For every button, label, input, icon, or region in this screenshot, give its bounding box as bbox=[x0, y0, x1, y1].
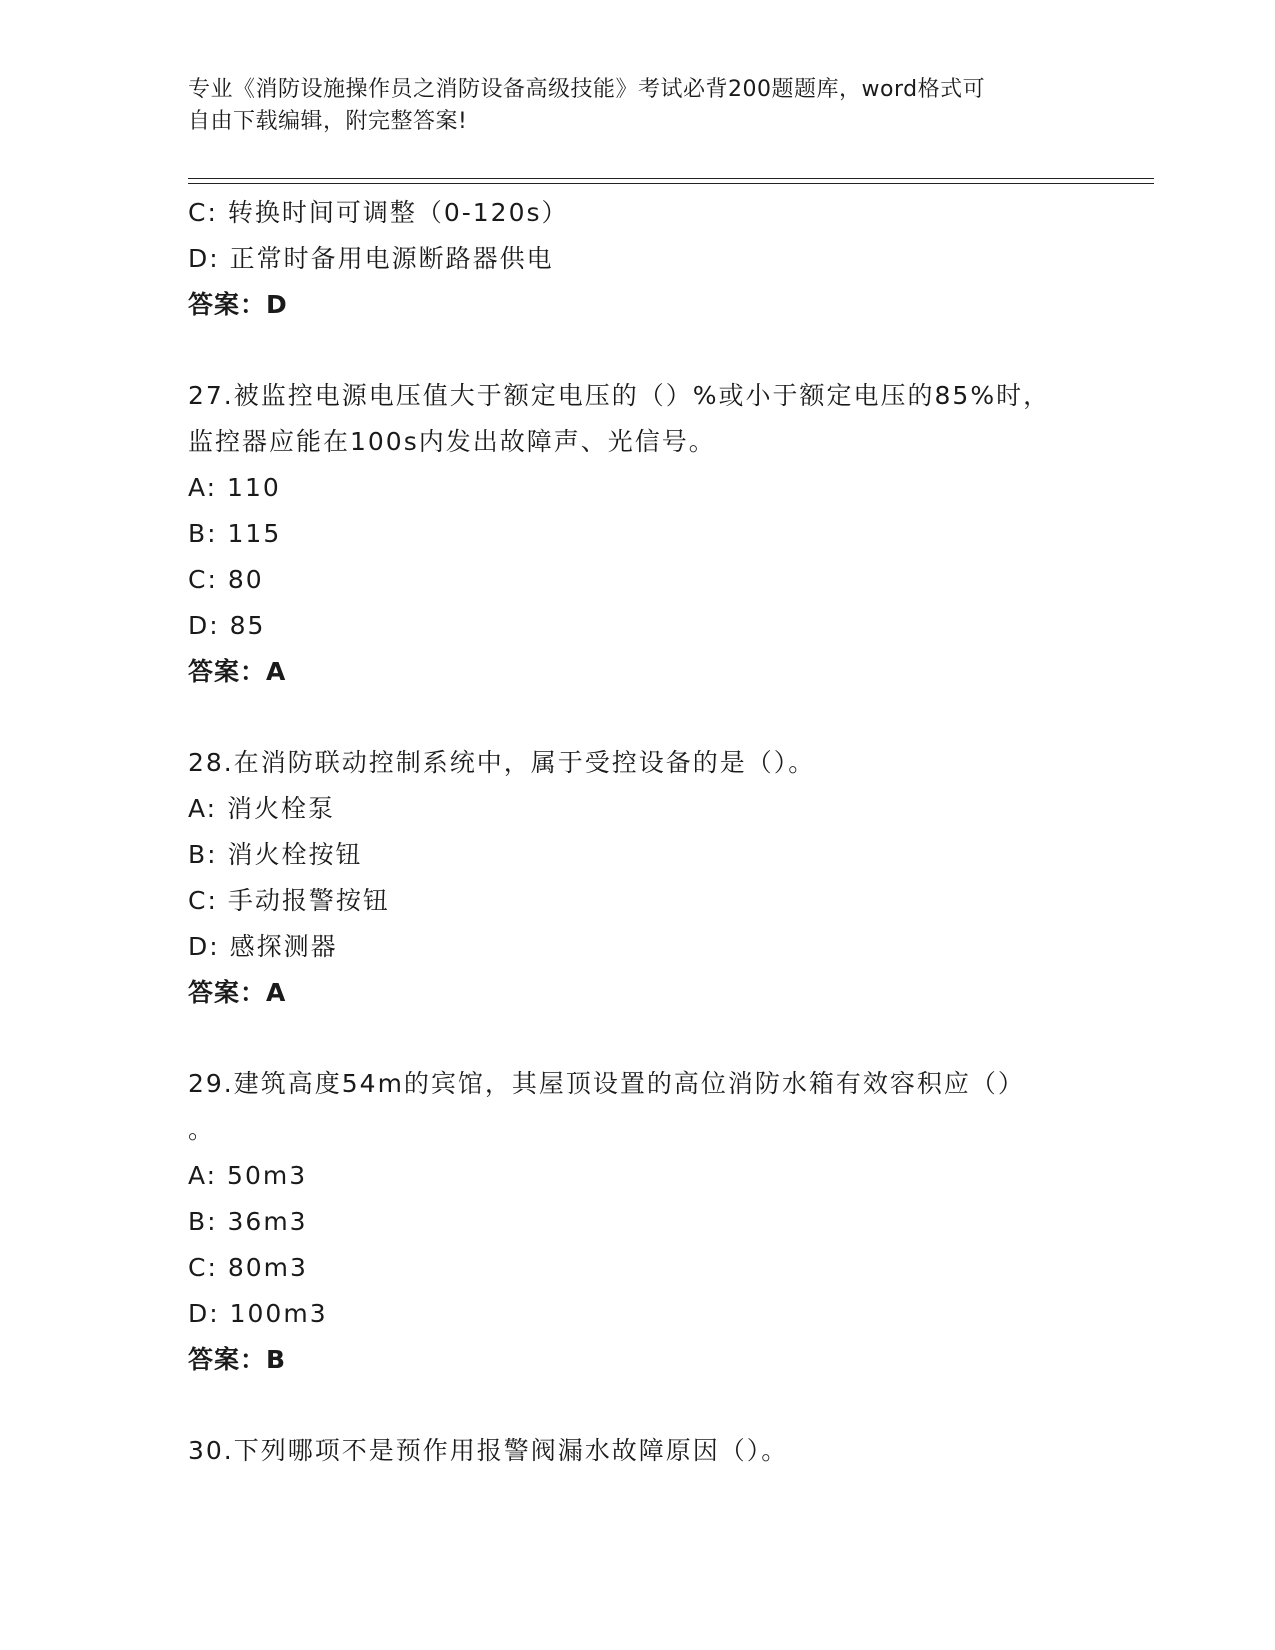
spacer bbox=[188, 695, 1154, 740]
option-c: C: 手动报警按钮 bbox=[188, 886, 390, 915]
question-stem: 。 bbox=[188, 1115, 216, 1144]
option-a: A: 110 bbox=[188, 473, 281, 502]
option-d: D: 感探测器 bbox=[188, 932, 338, 961]
answer-line: 答案：B bbox=[188, 1345, 287, 1374]
option-d: D: 正常时备用电源断路器供电 bbox=[188, 244, 554, 273]
answer-line: 答案：A bbox=[188, 978, 287, 1007]
option-c: C: 80m3 bbox=[188, 1253, 308, 1282]
document-header bbox=[188, 74, 1088, 138]
question-stem: 监控器应能在100s内发出故障声、光信号。 bbox=[188, 427, 716, 456]
question-27 bbox=[188, 373, 1154, 695]
answer-line: 答案：A bbox=[188, 657, 287, 686]
header-divider-top bbox=[188, 178, 1154, 179]
question-26-tail bbox=[188, 190, 1154, 328]
spacer bbox=[188, 1383, 1154, 1428]
header-line-1: 专业《消防设施操作员之消防设备高级技能》考试必背200题题库，word格式可 bbox=[188, 77, 986, 102]
header-line-2: 自由下载编辑，附完整答案! bbox=[188, 109, 468, 134]
option-d: D: 100m3 bbox=[188, 1299, 328, 1328]
header-divider-bottom bbox=[188, 183, 1154, 184]
option-c: C: 转换时间可调整（0-120s） bbox=[188, 198, 569, 227]
option-a: A: 50m3 bbox=[188, 1161, 308, 1190]
spacer bbox=[188, 328, 1154, 373]
question-stem: 30.下列哪项不是预作用报警阀漏水故障原因（）。 bbox=[188, 1436, 789, 1465]
spacer bbox=[188, 1016, 1154, 1061]
option-d: D: 85 bbox=[188, 611, 266, 640]
answer-line: 答案：D bbox=[188, 290, 288, 319]
document-body bbox=[188, 190, 1154, 1474]
question-stem: 27.被监控电源电压值大于额定电压的（）%或小于额定电压的85%时， bbox=[188, 381, 1051, 410]
question-29 bbox=[188, 1061, 1154, 1383]
option-a: A: 消火栓泵 bbox=[188, 794, 336, 823]
question-stem: 29.建筑高度54m的宾馆，其屋顶设置的高位消防水箱有效容积应（） bbox=[188, 1069, 1025, 1098]
option-b: B: 消火栓按钮 bbox=[188, 840, 363, 869]
option-b: B: 36m3 bbox=[188, 1207, 308, 1236]
question-28 bbox=[188, 740, 1154, 1016]
option-c: C: 80 bbox=[188, 565, 264, 594]
question-30 bbox=[188, 1428, 1154, 1474]
option-b: B: 115 bbox=[188, 519, 282, 548]
question-stem: 28.在消防联动控制系统中，属于受控设备的是（）。 bbox=[188, 748, 816, 777]
